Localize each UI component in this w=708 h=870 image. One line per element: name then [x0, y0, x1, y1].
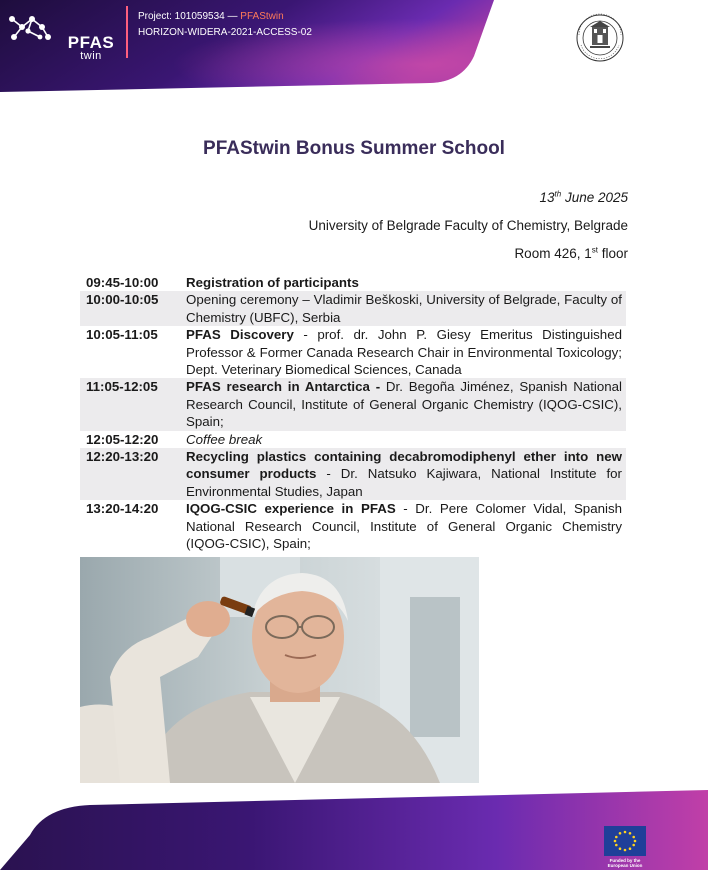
slot-time: 11:05-12:05	[86, 379, 158, 395]
slot-detail: Dr. Begoña Jiménez, Spanish National Research Council, Institute of General Organic Chemistry (IQOG-CSIC), Spain;	[186, 379, 622, 430]
project-number: Project: 101059534 —	[138, 11, 238, 22]
programme-table	[80, 274, 626, 553]
slot-time: 12:05-12:20	[86, 431, 159, 447]
slot-title: PFAS research in Antarctica -	[186, 379, 381, 395]
header-divider	[126, 6, 128, 58]
program-code: HORIZON-WIDERA-2021-ACCESS-02	[138, 27, 312, 38]
project-line	[138, 11, 284, 22]
slot-description	[186, 431, 626, 448]
event-room-prefix: Room 426, 1	[514, 246, 592, 261]
programme-row	[80, 448, 626, 500]
slot-description	[186, 378, 626, 430]
slot-description	[186, 326, 626, 378]
event-day: 13	[539, 190, 555, 205]
slot-title: Recycling plastics containing decabromodiphenyl ether into new consumer products	[186, 449, 622, 482]
slot-time: 12:20-13:20	[86, 449, 159, 465]
slot-description	[186, 291, 626, 326]
speaker-photo	[80, 557, 479, 783]
eu-caption-line2: European Union	[607, 863, 643, 868]
logo-subtitle: twin	[80, 50, 102, 62]
event-date	[539, 190, 628, 205]
event-day-suffix: th	[554, 189, 562, 199]
programme-row	[80, 500, 626, 552]
eu-caption-line1: Funded by the	[609, 858, 641, 863]
event-venue: University of Belgrade Faculty of Chemistry, Belgrade	[308, 218, 628, 233]
slot-detail: - prof. dr. John P. Giesy Emeritus Distinguished Professor & Former Canada Research Chair in Environmental Toxicology; Dept. Veterinary Biomedical Sciences, Canada	[186, 327, 622, 378]
logo-wordmark: PFAS	[67, 33, 115, 52]
slot-description	[186, 500, 626, 552]
slot-title: PFAS Discovery	[186, 327, 294, 343]
slot-detail: - Dr. Natsuko Kajiwara, National Institute for Environmental Studies, Japan	[186, 466, 622, 499]
slot-time: 10:05-11:05	[86, 327, 158, 343]
event-room	[514, 246, 628, 261]
programme-row	[80, 431, 626, 448]
programme-row	[80, 291, 626, 326]
project-acronym: PFAStwin	[240, 11, 284, 22]
event-room-suffix: floor	[601, 246, 628, 261]
slot-time: 13:20-14:20	[86, 501, 159, 517]
university-seal-icon	[575, 13, 625, 63]
slot-detail: - Dr. Pere Colomer Vidal, Spanish National Research Council, Institute of General Organic Chemistry (IQOG-CSIC), Spain;	[186, 501, 622, 552]
scientist-with-vial-illustration	[80, 557, 479, 783]
slot-title: Registration of participants	[186, 275, 359, 290]
programme-row	[80, 378, 626, 430]
slot-title: IQOG-CSIC experience in PFAS	[186, 501, 396, 517]
page-title: PFAStwin Bonus Summer School	[203, 138, 505, 159]
slot-time: 10:00-10:05	[86, 292, 159, 308]
eu-flag-icon	[604, 826, 646, 856]
slot-time: 09:45-10:00	[86, 275, 159, 290]
programme-row	[80, 326, 626, 378]
event-room-sup: st	[591, 245, 598, 255]
slot-detail: Opening ceremony – Vladimir Beškoski, University of Belgrade, Faculty of Chemistry (UBFC), Serbia	[186, 292, 622, 325]
slot-description	[186, 274, 626, 291]
programme-row	[80, 274, 626, 291]
event-month-year: June 2025	[564, 190, 628, 205]
eu-funding-caption	[598, 858, 652, 868]
pfas-molecule-logo-icon	[0, 0, 56, 58]
slot-break: Coffee break	[186, 431, 263, 447]
slot-description	[186, 448, 626, 500]
